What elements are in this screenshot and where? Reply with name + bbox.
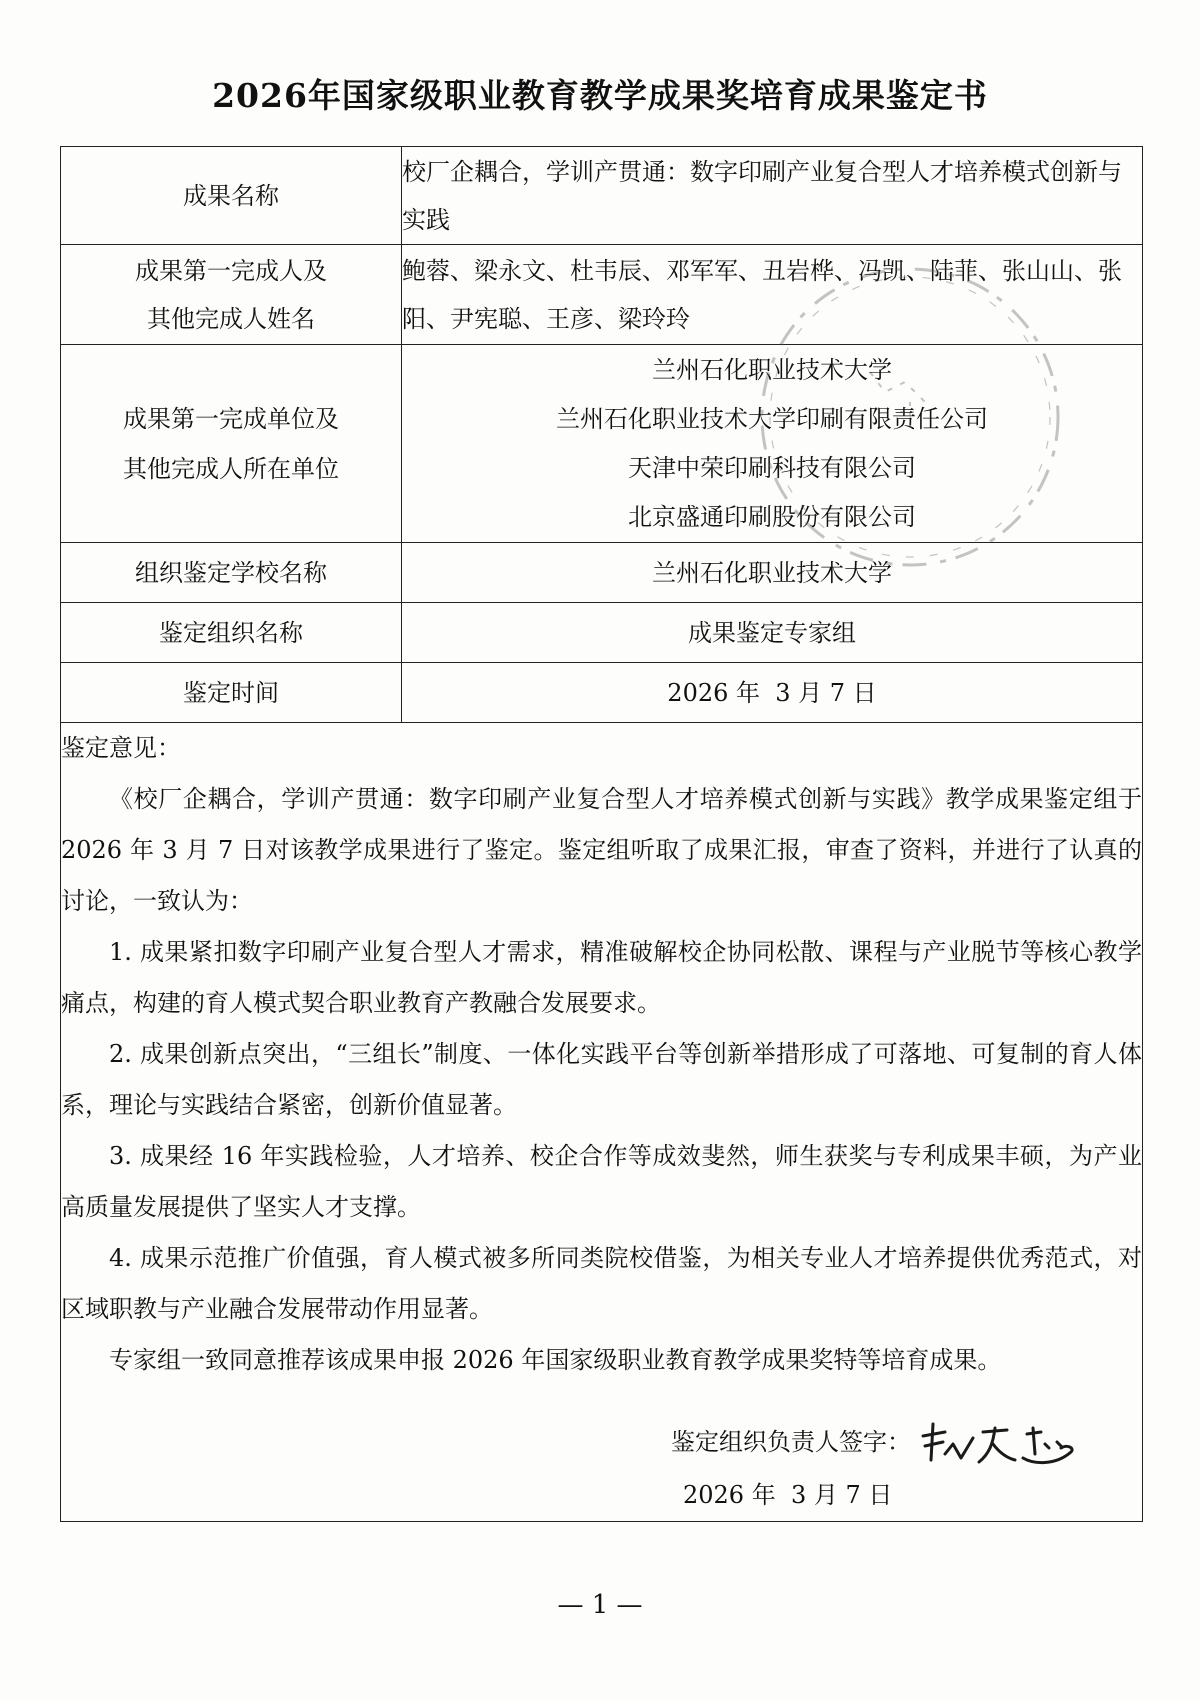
label-line: 成果第一完成人及 [135,256,327,285]
label-line: 其他完成人所在单位 [123,454,339,483]
opinion-paragraph: 4. 成果示范推广价值强，育人模式被多所同类院校借鉴，为相关专业人才培养提供优秀范式，对区域职教与产业融合发展带动作用显著。 [61,1244,1142,1323]
label-date: 鉴定时间 [61,663,402,723]
unit-line: 天津中荣印刷科技有限公司 [628,453,916,482]
date-value: 2026 年 3 月 7 日 [402,663,1143,723]
signature-label: 鉴定组织负责人签字： [671,1427,911,1456]
organization-value: 成果鉴定专家组 [402,603,1143,663]
opinion-paragraph: 2. 成果创新点突出，“三组长”制度、一体化实践平台等创新举措形成了可落地、可复制的育人体系，理论与实践结合紧密，创新价值显著。 [61,1040,1142,1119]
appraisal-form-table [60,146,1143,1522]
opinion-paragraph: 《校厂企耦合，学训产贯通：数字印刷产业复合型人才培养模式创新与实践》教学成果鉴定组于 2026 年 3 月 7 日对该教学成果进行了鉴定。鉴定组听取了成果汇报，审查了资料，并进行了认真的讨论，一致认为： [61,785,1142,915]
label-line: 成果第一完成单位及 [123,404,339,433]
table-row [61,723,1143,1522]
unit-line: 兰州石化职业技术大学 [652,355,892,384]
label-organization: 鉴定组织名称 [61,603,402,663]
table-row [61,543,1143,603]
document-title: 2026年国家级职业教育教学成果奖培育成果鉴定书 [212,76,988,115]
signature-line [671,1414,1142,1470]
opinion-section [61,723,1143,1522]
label-school: 组织鉴定学校名称 [61,543,402,603]
page-number: — 1 — [557,1590,643,1620]
opinion-paragraph: 3. 成果经 16 年实践检验，人才培养、校企合作等成效斐然，师生获奖与专利成果丰硕，为产业高质量发展提供了坚实人才支撑。 [61,1142,1142,1221]
label-completers [61,245,402,345]
label-achievement-name: 成果名称 [61,147,402,245]
table-row [61,345,1143,543]
opinion-paragraph: 专家组一致同意推荐该成果申报 2026 年国家级职业教育教学成果奖特等培育成果。 [109,1346,1002,1374]
label-units [61,345,402,543]
unit-line: 兰州石化职业技术大学印刷有限责任公司 [556,404,988,433]
completers-value: 鲍蓉、梁永文、杜韦辰、邓军军、丑岩桦、冯凯、陆菲、张山山、张阳、尹宪聪、王彦、梁玲玲 [402,245,1143,345]
table-row [61,245,1143,345]
table-row [61,663,1143,723]
handwritten-signature [915,1414,1085,1470]
signature-date: 2026 年 3 月 7 日 [683,1481,893,1509]
table-row [61,147,1143,245]
unit-line: 北京盛通印刷股份有限公司 [628,502,916,531]
units-value [402,345,1143,543]
label-line: 其他完成人姓名 [147,304,315,333]
school-value: 兰州石化职业技术大学 [402,543,1143,603]
signature-block [61,1414,1142,1521]
table-row [61,603,1143,663]
opinion-paragraph: 1. 成果紧扣数字印刷产业复合型人才需求，精准破解校企协同松散、课程与产业脱节等核心教学痛点，构建的育人模式契合职业教育产教融合发展要求。 [61,938,1142,1017]
achievement-name-value: 校厂企耦合，学训产贯通：数字印刷产业复合型人才培养模式创新与实践 [402,147,1143,245]
opinion-label: 鉴定意见： [61,734,181,762]
